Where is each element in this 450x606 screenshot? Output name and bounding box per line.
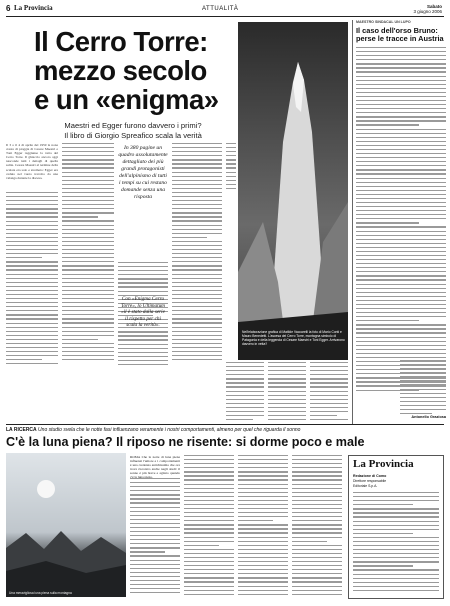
main-column-5 (226, 143, 236, 192)
mountain-image (238, 22, 348, 360)
bottom-column-3 (238, 455, 288, 598)
masthead-brand: La Provincia (353, 458, 414, 470)
paper-name: La Provincia (14, 4, 53, 12)
sidebar-title-line-1: Il caso dell'orso Bruno: (356, 26, 438, 35)
pullquote-1 (118, 145, 168, 255)
bottom-kicker-text: Uno studio svela che le notte fasi influenzano veramente i nostri comportamenti, almeno per quel che riguarda il sonno (38, 427, 301, 433)
pullquote-2-text: Con «Enigma Cerro Torre», lo Ultimatum «il è stato dalla serie il rispetto per chi scala la verità». (121, 296, 165, 328)
sidebar-column-2 (400, 360, 446, 417)
sidebar-column-1 (356, 47, 446, 394)
cerro-torre-photo (238, 22, 348, 360)
bottom-lead-text (130, 455, 180, 475)
main-column-2 (62, 143, 114, 363)
headline-line-1: Il Cerro Torre: (34, 26, 208, 57)
bottom-story-rule (6, 424, 444, 425)
sidebar-divider (352, 20, 353, 424)
main-column-6 (226, 362, 264, 423)
pullquote-2 (120, 296, 166, 352)
bottom-kicker-row (6, 426, 444, 434)
subhead-line-2: Il libro di Giorgio Spreafico scala la verità (64, 130, 202, 140)
masthead-line-1: Redazione di Como (353, 474, 387, 478)
main-column-4 (172, 143, 222, 363)
sidebar-title-line-2: perse le tracce in Austria (356, 34, 444, 44)
main-column-8 (310, 362, 348, 423)
bottom-column-2 (184, 455, 234, 598)
date-label: 3 giugno 2006 (413, 9, 442, 14)
sidebar-kicker: MAESTRO SINDACAL UN LUPO (356, 20, 411, 24)
masthead-fine-print (353, 492, 439, 594)
bottom-headline: C'è la luna piena? Il riposo ne risente: si dorme poco e male (6, 435, 365, 449)
moon-landscape-image (6, 453, 126, 597)
sidebar-author: Antonello Graziosa (411, 415, 446, 419)
moon-photo (6, 453, 126, 597)
sidebar-title (356, 27, 446, 44)
photo-caption (242, 330, 346, 358)
pullquote-1-text: In 380 pagine un quadro assolutamente dettagliato dei più grandi protagonisti dell'alpinismo di tutti i tempi su cui restano domande senza una risposta (118, 145, 168, 200)
main-lead: Il 3 o il 4 di aprile del 1959 la nona cresta di pioggia di Cesare Maestri e Toni Egger raggiunse la vetta del Cerro Torre. Il ghiaccio ancora oggi nasconde tutti i dettagli di quella salita. Cesare Maestri al termine della scalata era solo e stremato: Egger era caduto nel vuoto travolto da una valanga durante la discesa. (6, 143, 58, 180)
masthead-box (348, 455, 444, 599)
page-header (6, 4, 444, 16)
moon-photo-caption: Una meravigliosa luna piena sulla montagna (9, 591, 72, 595)
bottom-column-1 (130, 478, 180, 596)
main-headline (34, 27, 234, 114)
main-lead-text (6, 143, 58, 189)
section-label: ATTUALITÀ (202, 6, 239, 12)
photo-caption-text: Nell'elaborazione grafica di Matilde Vaccarelli la foto di Mario Conti e Mauro Benedetti. L'ascesa del Cerro Torre, montagna simbolo di Patagonia e della leggenda di Cesare Maestri e Toni Egger. Arrivarono davvero in vetta? (242, 330, 345, 346)
bottom-kicker: LA RICERCA (6, 427, 37, 433)
masthead-line-3: Editoriale S.p.A. (353, 484, 378, 488)
bottom-column-4 (292, 455, 342, 598)
headline-line-2: mezzo secolo (34, 55, 207, 86)
masthead-line-2: Direttore responsabile (353, 479, 387, 483)
headline-line-3: e un «enigma» (34, 84, 219, 115)
page-number: 6 (6, 4, 11, 13)
bottom-lead: ROMA Che la notte di luna piena influenzi l'umore e i comportamenti è una credenza antichissima che ora trova riscontro anche negli studi: il sonno è più breve e agitato quando (130, 455, 180, 476)
main-column-7 (268, 362, 306, 423)
header-rule (6, 16, 444, 17)
main-column-1 (6, 192, 58, 367)
subhead-line-1: Maestri ed Egger furono davvero i primi? (64, 121, 202, 130)
day-label: Sabato (426, 4, 442, 9)
main-subhead (28, 121, 238, 140)
